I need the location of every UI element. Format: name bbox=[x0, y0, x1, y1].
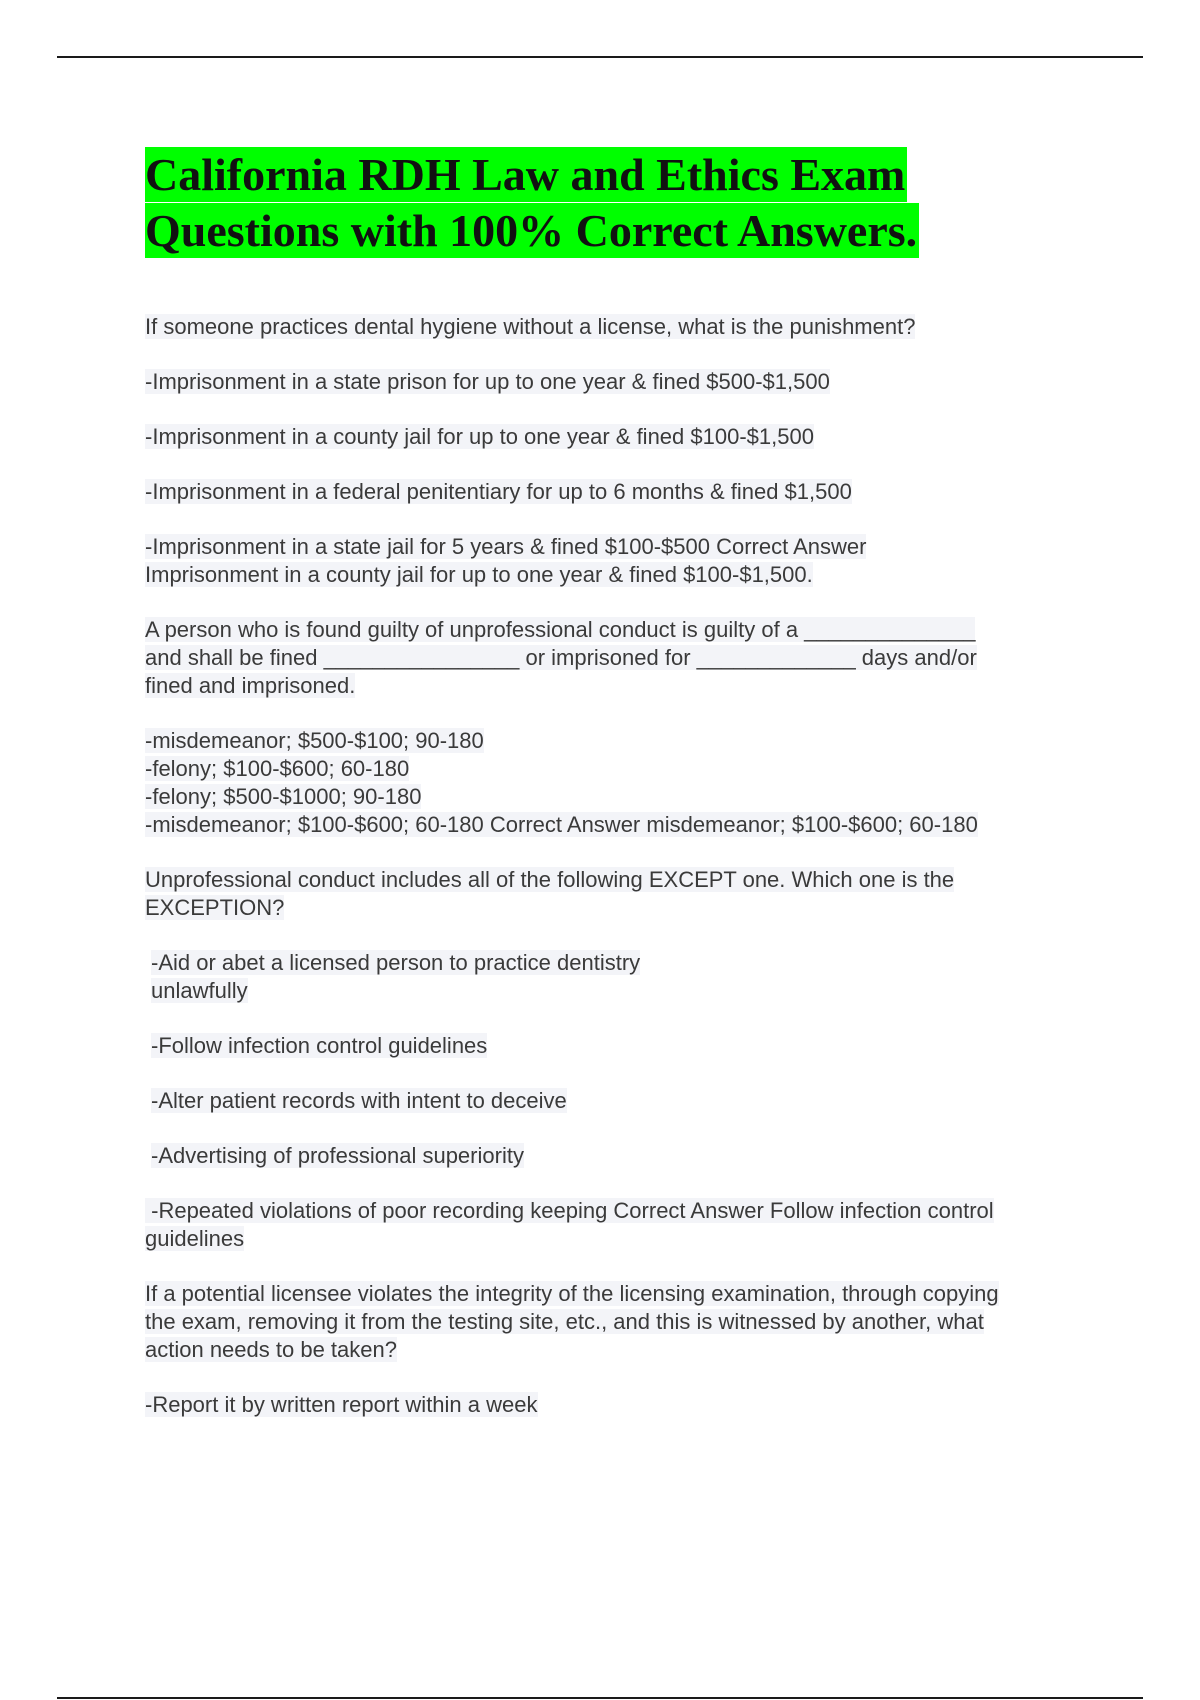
q3-option-c bbox=[145, 1087, 1095, 1115]
q1-option-c-text: -Imprisonment in a federal penitentiary for up to 6 months & fined $1,500 bbox=[145, 479, 852, 504]
document-body bbox=[145, 147, 1095, 1419]
q3-option-e-answer-text: -Repeated violations of poor recording keeping Correct Answer Follow infection control guidelines bbox=[145, 1198, 994, 1251]
q1-option-a bbox=[145, 368, 1095, 396]
q3-option-c-text: -Alter patient records with intent to deceive bbox=[151, 1088, 567, 1113]
q2-options-answer-text: -misdemeanor; $500-$100; 90-180 -felony; $100-$600; 60-180 -felony; $500-$1000; 90-180 -misdemeanor; $100-$600; 60-180 Correct Answer misdemeanor; $100-$600; 60-180 bbox=[145, 728, 978, 837]
q1-option-d-answer-text: -Imprisonment in a state jail for 5 years & fined $100-$500 Correct Answer Imprisonment in a county jail for up to one year & fined $100-$1,500. bbox=[145, 534, 867, 587]
question-1 bbox=[145, 313, 1095, 341]
q1-option-b bbox=[145, 423, 1095, 451]
title-highlight: California RDH Law and Ethics Exam Questions with 100% Correct Answers. bbox=[145, 149, 918, 256]
footer-rule bbox=[57, 1697, 1143, 1699]
q3-option-b-text: -Follow infection control guidelines bbox=[151, 1033, 488, 1058]
question-2-text: A person who is found guilty of unprofessional conduct is guilty of a ______________ and shall be fined ________________ or imprisoned for _____________ days and/or fined and imprisoned. bbox=[145, 617, 977, 698]
question-3-text: Unprofessional conduct includes all of the following EXCEPT one. Which one is the EXCEPTION? bbox=[145, 867, 955, 920]
q3-option-a bbox=[145, 949, 1095, 1005]
title-block bbox=[145, 147, 975, 259]
q2-options-answer bbox=[145, 727, 1095, 839]
q1-option-a-text: -Imprisonment in a state prison for up to one year & fined $500-$1,500 bbox=[145, 369, 830, 394]
question-4-text: If a potential licensee violates the integrity of the licensing examination, through copying the exam, removing it from the testing site, etc., and this is witnessed by another, what action needs to be taken? bbox=[145, 1281, 999, 1362]
q3-option-e-answer bbox=[145, 1197, 1095, 1253]
header-rule bbox=[57, 56, 1143, 58]
document-title bbox=[145, 147, 975, 259]
q3-option-d-text: -Advertising of professional superiority bbox=[151, 1143, 524, 1168]
q3-option-d bbox=[145, 1142, 1095, 1170]
question-2 bbox=[145, 616, 1095, 700]
q3-option-a-text: -Aid or abet a licensed person to practice dentistry unlawfully bbox=[151, 950, 641, 1003]
question-4 bbox=[145, 1280, 1095, 1364]
q1-option-d-answer bbox=[145, 533, 1095, 589]
q4-option-a-text: -Report it by written report within a week bbox=[145, 1392, 538, 1417]
q1-option-c bbox=[145, 478, 1095, 506]
question-1-text: If someone practices dental hygiene without a license, what is the punishment? bbox=[145, 314, 916, 339]
q4-option-a bbox=[145, 1391, 1095, 1419]
q1-option-b-text: -Imprisonment in a county jail for up to one year & fined $100-$1,500 bbox=[145, 424, 814, 449]
question-3 bbox=[145, 866, 1095, 922]
q3-option-b bbox=[145, 1032, 1095, 1060]
